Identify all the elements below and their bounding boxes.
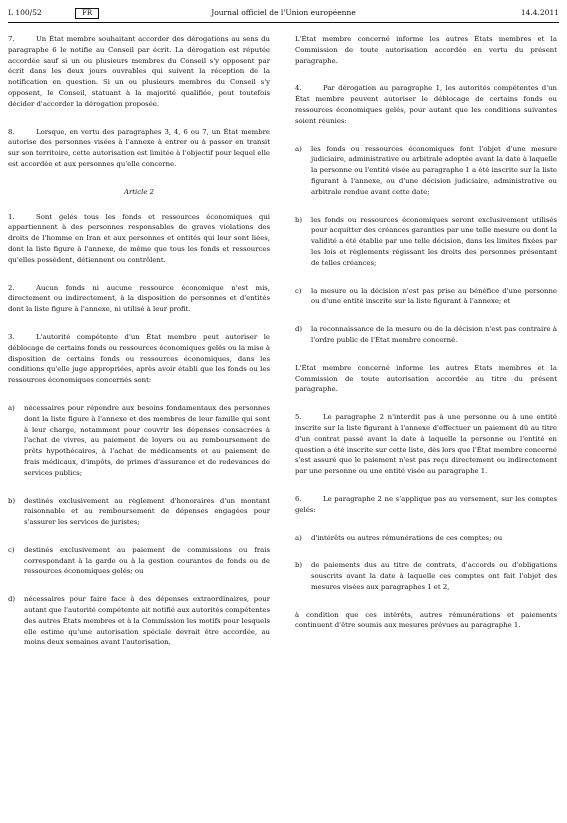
- header-rule: [8, 22, 559, 23]
- list-item: c) la mesure ou la décision n'est pas prise au bénéfice d'une personne ou d'une entité inscrite sur la liste figurant à l'annexe; et: [295, 286, 557, 306]
- right-column: [295, 34, 557, 648]
- paragraph-7: 7. Un État membre souhaitant accorder des dérogations au sens du paragraphe 6 le notifie au Conseil par écrit. La dérogation est réputée accordée sauf si un ou plusieurs membres du Conseil s'y opposent par écrit dans les deux jours ouvrables qui suivent la réception de la notification en question. Si un ou plusieurs membres du Conseil s'y opposent, le Conseil, statuant à la majorité qualifiée, peut toutefois décider d'accorder la dérogation proposée.: [8, 35, 270, 108]
- article-2-paragraph-2: 2. Aucun fonds ni aucune ressource économique n'est mis, directement ou indirectement, à la disposition de personnes et d'entités dont la liste figure à l'annexe, ni utilisé à leur profit.: [8, 283, 270, 314]
- page-header: [8, 6, 559, 20]
- list-item: d) la reconnaissance de la mesure ou de la décision n'est pas contraire à l'ordre public de l'État membre concerné.: [295, 325, 557, 344]
- list-item: b) de paiements dus au titre de contrats, d'accords ou d'obligations souscrits avant la date à laquelle ces comptes ont fait l'objet des mesures visées aux paragraphes 1 et 2,: [295, 561, 557, 591]
- article-2-paragraph-3: 3. L'autorité compétente d'un État membre peut autoriser le déblocage de certains fonds ou ressources économiques gelés ou la mise à disposition de certains fonds ou ressources économiques, dans les conditions qu'elle juge appropriées, après avoir établi que les fonds ou les ressources économiques concernés sont:: [8, 332, 270, 385]
- list-item: d) nécessaires pour faire face à des dépenses extraordinaires, pour autant que l'autorité compétente ait notifié aux autorités compétentes des autres États membres et à la Commission les motifs pour lesquels elle estime qu'une autorisation spéciale devrait être accordée, au moins deux semaines avant l'autorisation.: [8, 595, 270, 647]
- paragraph-intro: L'État membre concerné informe les autres États membres et la Commission de toute autorisation accordée en vertu du présent paragraphe.: [295, 35, 557, 65]
- article-2-paragraph-1: 1. Sont gelés tous les fonds et ressources économiques qui appartiennent à des personnes responsables de graves violations des droits de l'homme en Iran et aux personnes et entités qui leur sont liées, dont la liste figure à l'annexe, de même que tous les fonds et ressources qu'elles possèdent, détiennent ou contrôlent.: [8, 212, 270, 264]
- paragraph-final: à condition que ces intérêts, autres rémunérations et paiements continuent d'être soumis aux mesures prévues au paragraphe 1.: [295, 610, 557, 630]
- list-item: a) les fonds ou ressources économiques font l'objet d'une mesure judiciaire, administrative ou arbitrale adoptée avant la date à laquelle la personne ou l'entité visée au paragraphe 1 a été inscrite sur la liste figurant à l'annexe, ou d'une décision judiciaire, administrative ou arbitrale rendue avant cette date;: [295, 144, 557, 196]
- list-item: c) destinés exclusivement au paiement de commissions ou frais correspondant à la garde ou à la gestion courantes de fonds ou de ressources économiques gelés; ou: [8, 545, 270, 576]
- list-item: a) nécessaires pour répondre aux besoins fondamentaux des personnes dont la liste figure à l'annexe et des membres de leur famille qui sont à leur charge, notamment pour couvrir les dépenses consacrées à l'achat de vivres, au paiement de loyers ou au remboursement de prêts hypothécaires, à l'achat de médicaments et au paiement de frais médicaux, d'impôts, de primes d'assurance et de redevances de services publics;: [8, 403, 270, 477]
- journal-title: Journal officiel de l'Union européenne: [211, 8, 356, 17]
- language-badge: FR: [75, 8, 99, 19]
- list-item: b) les fonds ou ressources économiques seront exclusivement utilisés pour acquitter des créances garanties par une telle mesure ou dont la validité a été établie par une telle décision, dans les limites fixées par les lois et règlements régissant les droits des personnes présentant de telles créances;: [295, 215, 557, 267]
- paragraph-6: 6. Le paragraphe 2 ne s'applique pas au versement, sur les comptes gelés:: [295, 494, 557, 514]
- list-item: b) destinés exclusivement au règlement d'honoraires d'un montant raisonnable et au remboursement de dépenses engagées pour s'assurer les services de juristes;: [8, 496, 270, 527]
- paragraph-8: 8. Lorsque, en vertu des paragraphes 3, 4, 6 ou 7, un État membre autorise des personnes visées à l'annexe à entrer ou à passer en transit sur son territoire, cette autorisation est limitée à l'objectif pour lequel elle est accordée et aux personnes qu'elle concerne.: [8, 127, 270, 168]
- paragraph-5: 5. Le paragraphe 2 n'interdit pas à une personne ou à une entité inscrite sur la liste figurant à l'annexe d'effectuer un paiement dû au titre d'un contrat passé avant la date à laquelle la personne ou l'entité en question a été inscrite sur cette liste, dès lors que l'État membre concerné s'est assuré que le paiement n'est pas reçu directement ou indirectement par une personne ou une entité visée au paragraphe 1.: [295, 413, 557, 476]
- left-column: [8, 34, 270, 665]
- paragraph-outro: L'État membre concerné informe les autres États membres et la Commission de toute autorisation accordée au titre du présent paragraphe.: [295, 363, 557, 394]
- page-reference: L 100/52: [8, 8, 42, 17]
- list-item: a) d'intérêts ou autres rémunérations de ces comptes; ou: [295, 533, 503, 542]
- publication-date: 14.4.2011: [520, 8, 559, 17]
- paragraph-4: 4. Par dérogation au paragraphe 1, les autorités compétentes d'un État membre peuvent autoriser le déblocage de certains fonds ou ressources économiques gelés, pour autant que les conditions suivantes soient réunies:: [295, 84, 557, 125]
- article-heading: Article 2: [124, 187, 154, 196]
